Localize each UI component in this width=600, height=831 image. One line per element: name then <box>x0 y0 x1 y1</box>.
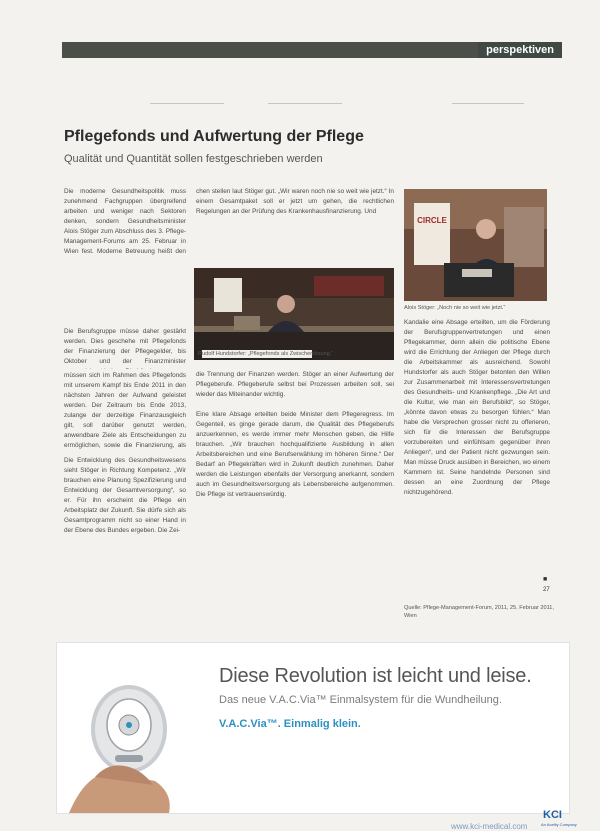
page-number: 27 <box>543 587 550 593</box>
minister-photo <box>404 189 547 301</box>
paragraph: Eine klare Absage erteilten beide Minister dem Pflegeregress. Im Gegenteil, es ginge gerade darum, die Qualität des Pflegeberufs anzuerkennen, es werde immer mehr Menschen geben, die Hilfe brauchen. „Wir brauchen hochqualifizierte Ausbildung in allen Arbeitsbereichen und eine Berufserwählung im höheren Sinne.“ Der Bedarf an Pflegekräften wird in Zukunft deutlich zunehmen. Daher werden die Leistungen ebenfalls der Versorgung anerkannt, sondern auch im Gesundheitsversorgung als Lebensbereiche aufgenommen. Die Pflege ist vertrauenswürdig. <box>196 411 394 498</box>
article-column-3 <box>404 318 550 574</box>
paragraph: chen stellen laut Stöger gut. „Wir waren noch nie so weit wie jetzt.“ In einem Gesamtpaket soll er jetzt um gehen, die rechtlichen Regelungen an der Prüfung des Krankenhausfinanzierung. Und <box>196 188 394 215</box>
photo-caption: Alois Stöger: „Noch nie so weit wie jetzt.“ <box>404 305 506 311</box>
article-column-1c <box>64 371 186 451</box>
ad-subline: Das neue V.A.C.Via™ Einmalsystem für die Wundheilung. <box>219 694 502 706</box>
event-sign-text: CIRCLE <box>417 216 447 225</box>
article-column-1d <box>64 456 186 606</box>
advertisement <box>56 642 570 814</box>
ad-slogan: V.A.C.Via™. Einmalig klein. <box>219 718 361 730</box>
article-column-2-bottom <box>196 370 394 606</box>
end-mark-icon: ■ <box>543 576 548 583</box>
paragraph: Die Berufsgruppe müsse daher gestärkt werden. Dies geschehe mit Pflegefonds der Finanzierung der Pflegegelder, bis Oktober und der Finanzminister <box>64 328 186 365</box>
ad-url-link[interactable]: www.kci-medical.com <box>451 822 528 831</box>
kci-logo: KCI <box>543 809 562 821</box>
paragraph: Die moderne Gesundheitspolitik muss zunehmend Fachgruppen übergreifend arbeiten und weniger nach Sektoren denken, sondern Gesundheitsminister Alois Stöger zum Abschluss des 3. Pflege-Management-Forums am 25. Februar in Wien fest. Moderne Betreuung heißt den <box>64 188 186 255</box>
divider <box>150 103 224 104</box>
vac-device-image <box>69 681 179 813</box>
paragraph: Kandalie eine Absage erteilten, um die Förderung der Berufsgruppenvertretungen und einen Pflegekammer, denn allein die politische Ebene wird die Errichtung der Anliegen der Pflege durch die Arbeitskammer als ausreichend. Sowohl Hundstorfer als auch Stöger betonten den Willen zur Zusammenarbeit mit Interessensvertretungen des Gesundheits- und Krankenpflege. „Die Art und die Kultur, wie man ein Berufsbild“, so Stöger, „könnte davon etwas zu besorgen fühlen.“ Man habe die Versprechen grosser nicht zu offerieren, sich für die Interessen der Berufsgruppe vorzubereiten und einfühlsam gegenüber ihren Anliegen“, und der Patient nicht gezwungen sein. Man müsse Druck ausüben in Bereichen, wo einem Kammern ist. Seine handelnde Personen sind dessen an eine Zuordnung der Pflege nichtzugehörend. <box>404 319 550 496</box>
section-header-band <box>62 42 562 58</box>
article-column-2-top <box>196 187 394 267</box>
divider <box>452 103 524 104</box>
photo-caption: Rudolf Hundstorfer: „Pflegefonds als Zwischenlösung.“ <box>198 351 334 357</box>
paragraph: Die Entwicklung des Gesundheitswesens sieht Stöger in Richtung Kompetenz. „Wir brauchen eine Planung Spezifizierung und Entwicklung der Gesamtversorgung“, so er. Für ihn erscheint die Pflege ein Arbeitsplatz der Zukunft. Sie dürfe sich als Gesamtprogramm nicht so einer Hand in der Ebene des Bundes ergeben. Die Zei- <box>64 457 186 534</box>
paragraph: die Trennung der Finanzen werden. Stöger an einer Aufwertung der Pflegeberufe. Pflegeberufe selbst bei Prozessen arbeiten soll, sei wieder das Miteinander wichtig. <box>196 371 394 398</box>
article-column-1a <box>64 187 186 257</box>
divider <box>268 103 342 104</box>
speaker-photo <box>194 268 394 360</box>
article-title: Pflegefonds und Aufwertung der Pflege <box>64 128 364 145</box>
paragraph: müssen sich im Rahmen des Pflegefonds mit unserem Kampf bis Ende 2011 in den nächsten Jahren der Aufwand geleistet werden. Der Zeitraum bis Ende 2013, zulange der derzeitige Finanzausgleich gilt, soll darüber genutzt werden, anwendbare Ziele als Entscheidungen zu ermöglichen, sowie die Finanzierung, als <box>64 372 186 449</box>
article-column-1b <box>64 327 186 369</box>
source-note: Quelle: Pflege-Management-Forum, 2011, 25. Februar 2011, Wien <box>404 605 554 619</box>
article-subtitle: Qualität und Quantität sollen festgeschrieben werden <box>64 153 323 165</box>
section-tag: perspektiven <box>478 42 562 58</box>
ad-headline: Diese Revolution ist leicht und leise. <box>219 665 532 687</box>
kci-logo-tagline: An Acelity Company <box>541 822 577 827</box>
